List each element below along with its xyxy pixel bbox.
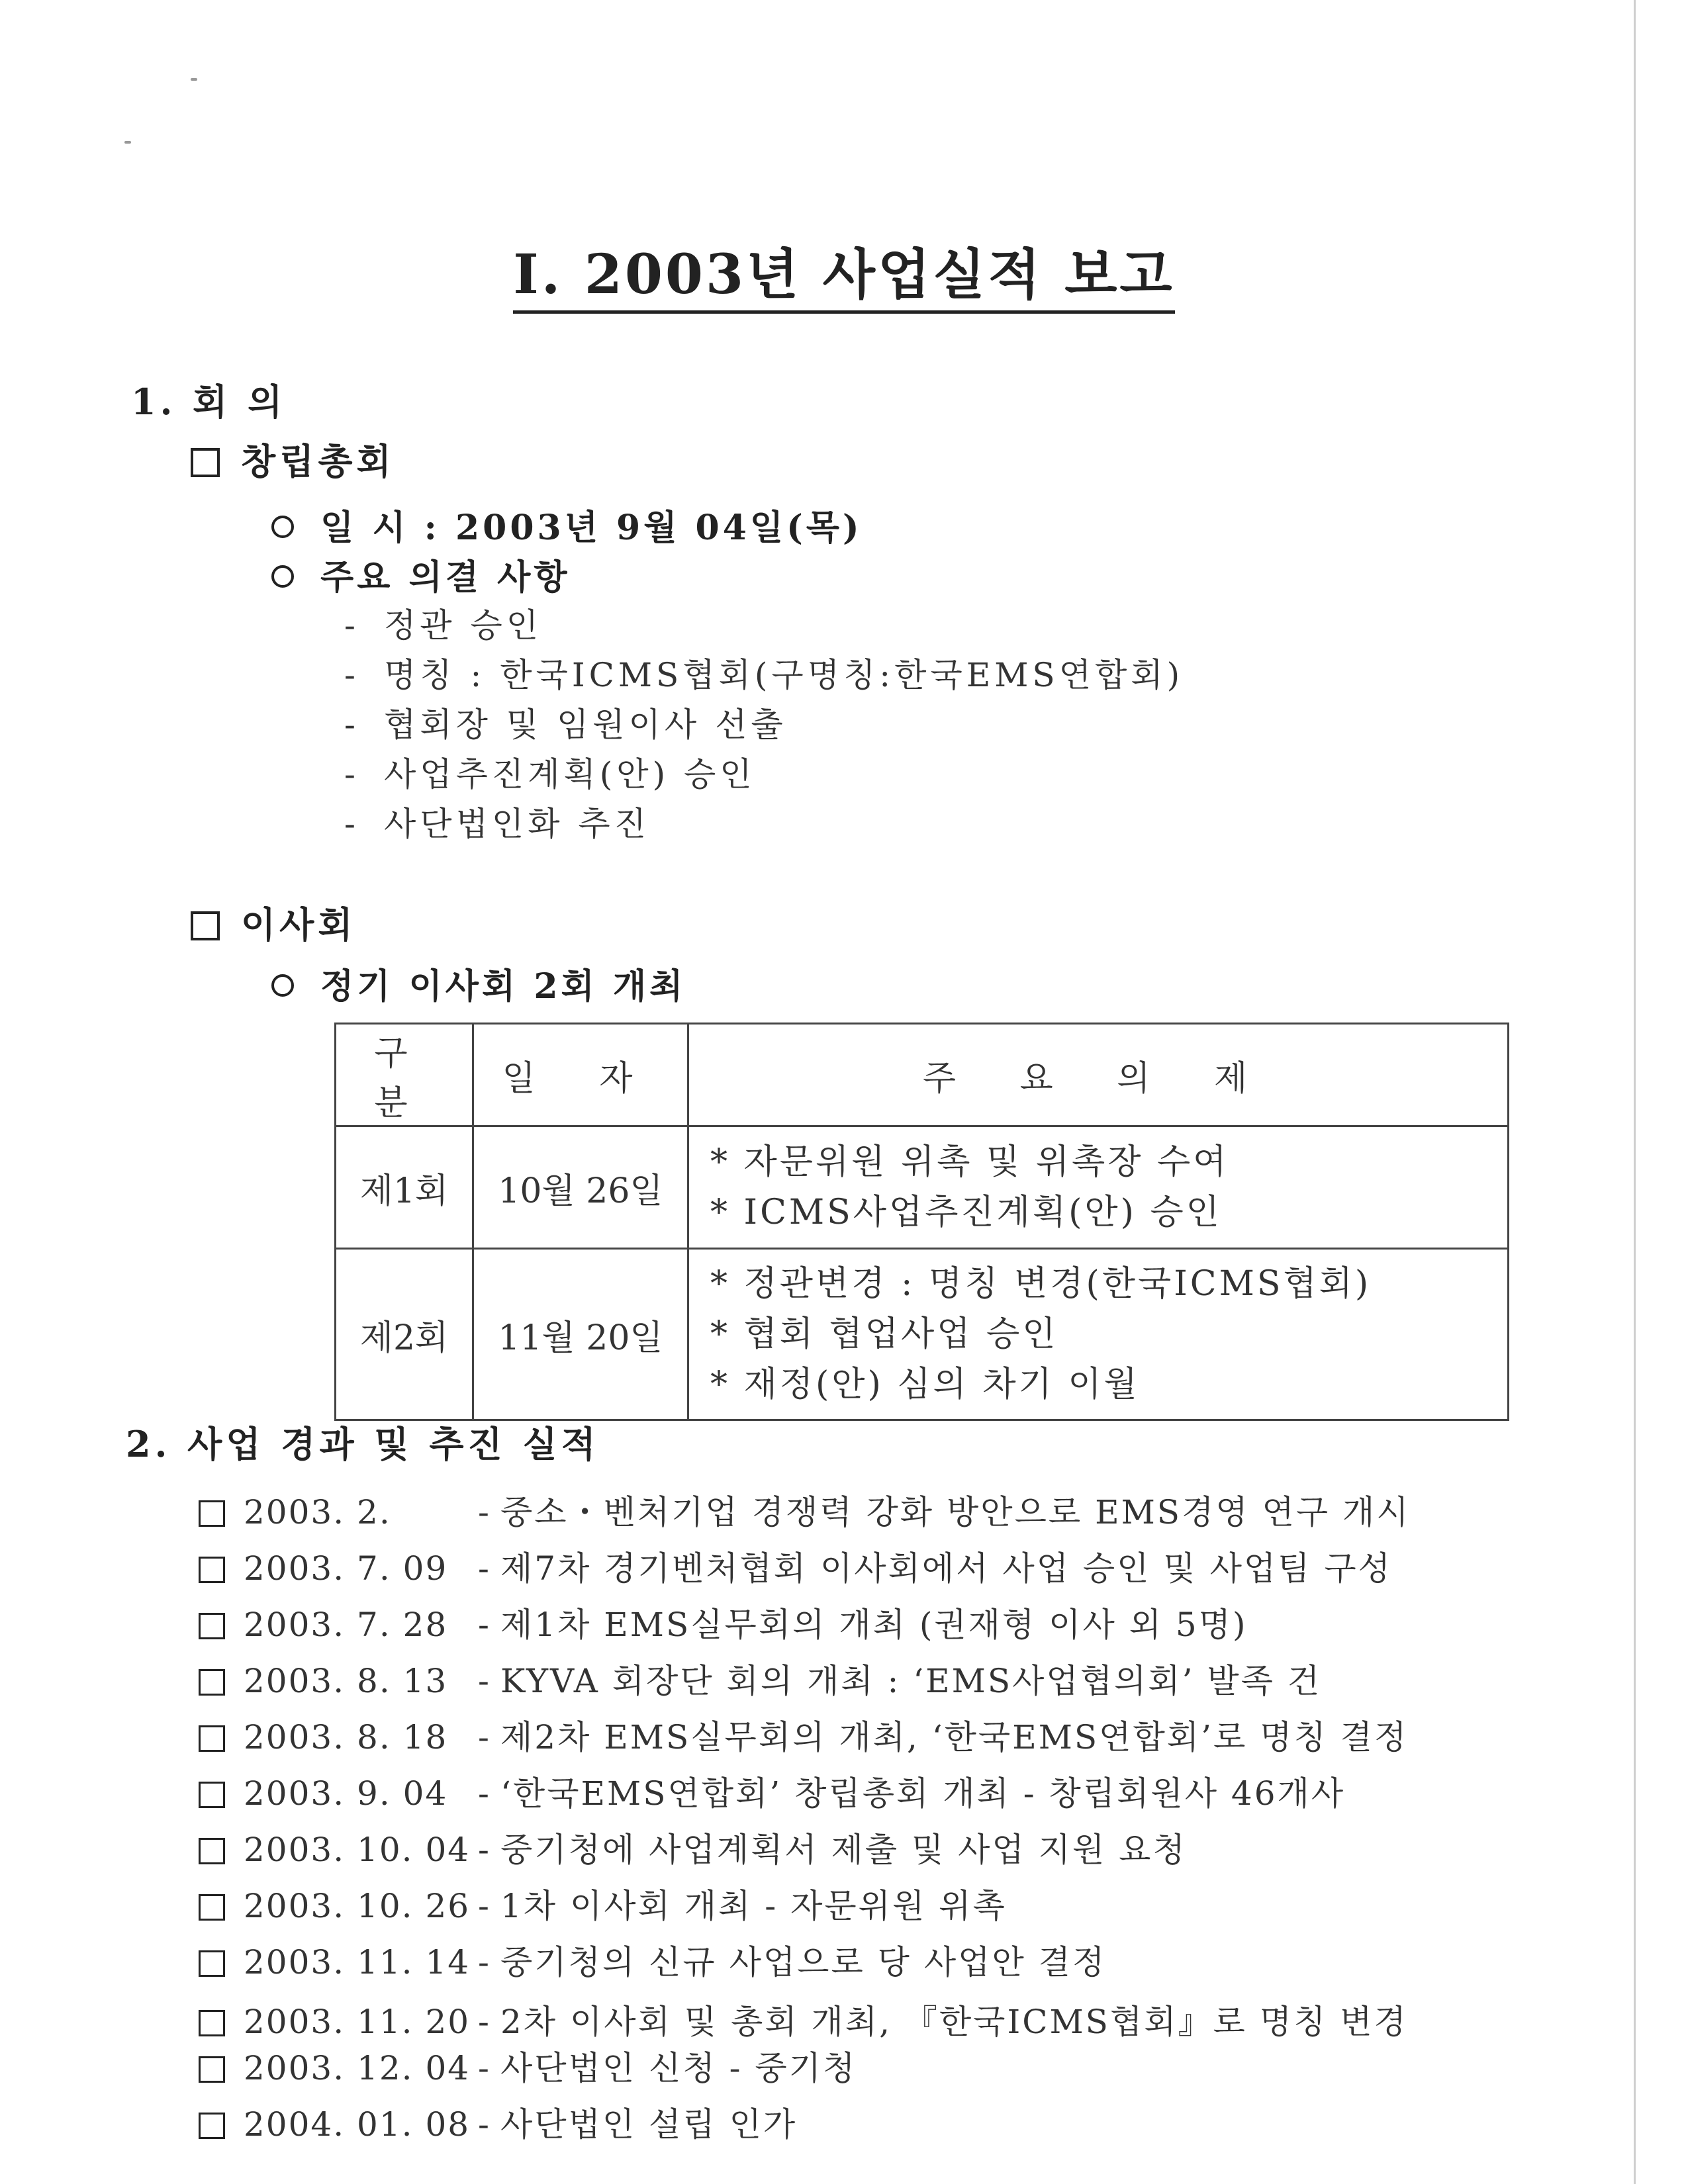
timeline-item: 2003. 10. 26 - 1차 이사회 개최 - 자문위원 위촉: [199, 1880, 1007, 1927]
founding-date: 일 시 : 2003년 9월 04일(목): [271, 500, 863, 549]
date-cell: 10월 26일: [473, 1126, 688, 1249]
checkbox-icon: [199, 2113, 225, 2139]
page-edge: [1634, 0, 1636, 2184]
resolutions-heading: 주요 의결 사항: [271, 549, 571, 599]
timeline-item: 2003. 2. - 중소・벤처기업 경쟁력 강화 방안으로 EMS경영 연구 개시: [199, 1486, 1411, 1533]
timeline-item: 2003. 8. 18 - 제2차 EMS실무회의 개최, ‘한국EMS연합회’로 명칭 결정: [199, 1711, 1408, 1758]
resolution-item: - 협회장 및 임원이사 선출: [344, 705, 787, 744]
checkbox-icon: [199, 1782, 225, 1808]
column-header: 일 자: [473, 1024, 688, 1126]
table-row: [336, 1249, 1509, 1420]
circle-bullet-icon: [271, 974, 294, 997]
circle-bullet-icon: [271, 516, 294, 538]
checkbox-icon: [199, 1894, 225, 1921]
scan-speck: [124, 141, 131, 144]
checkbox-icon: [191, 911, 220, 940]
circle-bullet-icon: [271, 565, 294, 588]
checkbox-icon: [199, 1950, 225, 1977]
timeline-item: 2003. 10. 04 - 중기청에 사업계획서 제출 및 사업 지원 요청: [199, 1823, 1187, 1871]
table-header-row: [336, 1024, 1509, 1126]
timeline-item: 2003. 11. 20 - 2차 이사회 및 총회 개최, 『한국ICMS협회』로 명칭 변경: [199, 1995, 1408, 2043]
board-subheading: 정기 이사회 2회 개최: [271, 958, 686, 1008]
section-1-heading: 1. 회 의: [131, 381, 287, 423]
scan-speck: [191, 78, 197, 81]
session-cell: 제1회: [336, 1126, 473, 1249]
checkbox-icon: [199, 1557, 225, 1583]
agenda-item: * 재정(안) 심의 차기 이월: [710, 1365, 1140, 1404]
timeline-item: 2003. 12. 04 - 사단법인 신청 - 중기청: [199, 2042, 857, 2089]
checkbox-icon: [199, 1838, 225, 1864]
session-cell: 제2회: [336, 1249, 473, 1420]
column-header: 구 분: [336, 1024, 473, 1126]
checkbox-icon: [199, 1500, 225, 1527]
page-title: I. 2003년 사업실적 보고: [0, 232, 1688, 309]
founding-heading: 창립총회: [191, 433, 395, 484]
agenda-cell: [688, 1126, 1509, 1249]
checkbox-icon: [199, 2010, 225, 2036]
agenda-item: * 협회 협업사업 승인: [710, 1314, 1058, 1354]
timeline-item: 2003. 7. 28 - 제1차 EMS실무회의 개최 (권재형 이사 외 5명): [199, 1598, 1247, 1646]
agenda-item: * ICMS사업추진계획(안) 승인: [710, 1193, 1222, 1232]
timeline-item: 2004. 01. 08 - 사단법인 설립 인가: [199, 2098, 797, 2146]
agenda-item: * 정관변경 : 명칭 변경(한국ICMS협회): [710, 1264, 1372, 1304]
section-2-heading: 2. 사업 경과 및 추진 실적: [126, 1423, 600, 1465]
agenda-cell: [688, 1249, 1509, 1420]
board-heading: 이사회: [191, 897, 357, 948]
column-header: 주 요 의 제: [688, 1024, 1509, 1126]
resolution-item: - 사업추진계획(안) 승인: [344, 755, 756, 794]
table-row: [336, 1126, 1509, 1249]
date-cell: 11월 20일: [473, 1249, 688, 1420]
checkbox-icon: [199, 1669, 225, 1696]
checkbox-icon: [199, 1725, 225, 1752]
timeline-item: 2003. 8. 13 - KYVA 회장단 회의 개최 : ‘EMS사업협의회’ 발족 건: [199, 1655, 1321, 1702]
resolution-item: - 사단법인화 추진: [344, 805, 650, 843]
checkbox-icon: [199, 1613, 225, 1639]
timeline-item: 2003. 11. 14 - 중기청의 신규 사업으로 당 사업안 결정: [199, 1936, 1106, 1983]
board-meetings-table: [334, 1023, 1509, 1421]
resolution-item: - 명칭 : 한국ICMS협회(구명칭:한국EMS연합회): [344, 656, 1184, 694]
checkbox-icon: [191, 448, 220, 477]
checkbox-icon: [199, 2056, 225, 2083]
agenda-item: * 자문위원 위촉 및 위촉장 수여: [710, 1142, 1229, 1182]
resolution-item: - 정관 승인: [344, 606, 543, 645]
timeline-item: 2003. 7. 09 - 제7차 경기벤처협회 이사회에서 사업 승인 및 사업팀 구성: [199, 1542, 1392, 1590]
timeline-item: 2003. 9. 04 - ‘한국EMS연합회’ 창립총회 개최 - 창립회원사 46개사: [199, 1767, 1345, 1815]
